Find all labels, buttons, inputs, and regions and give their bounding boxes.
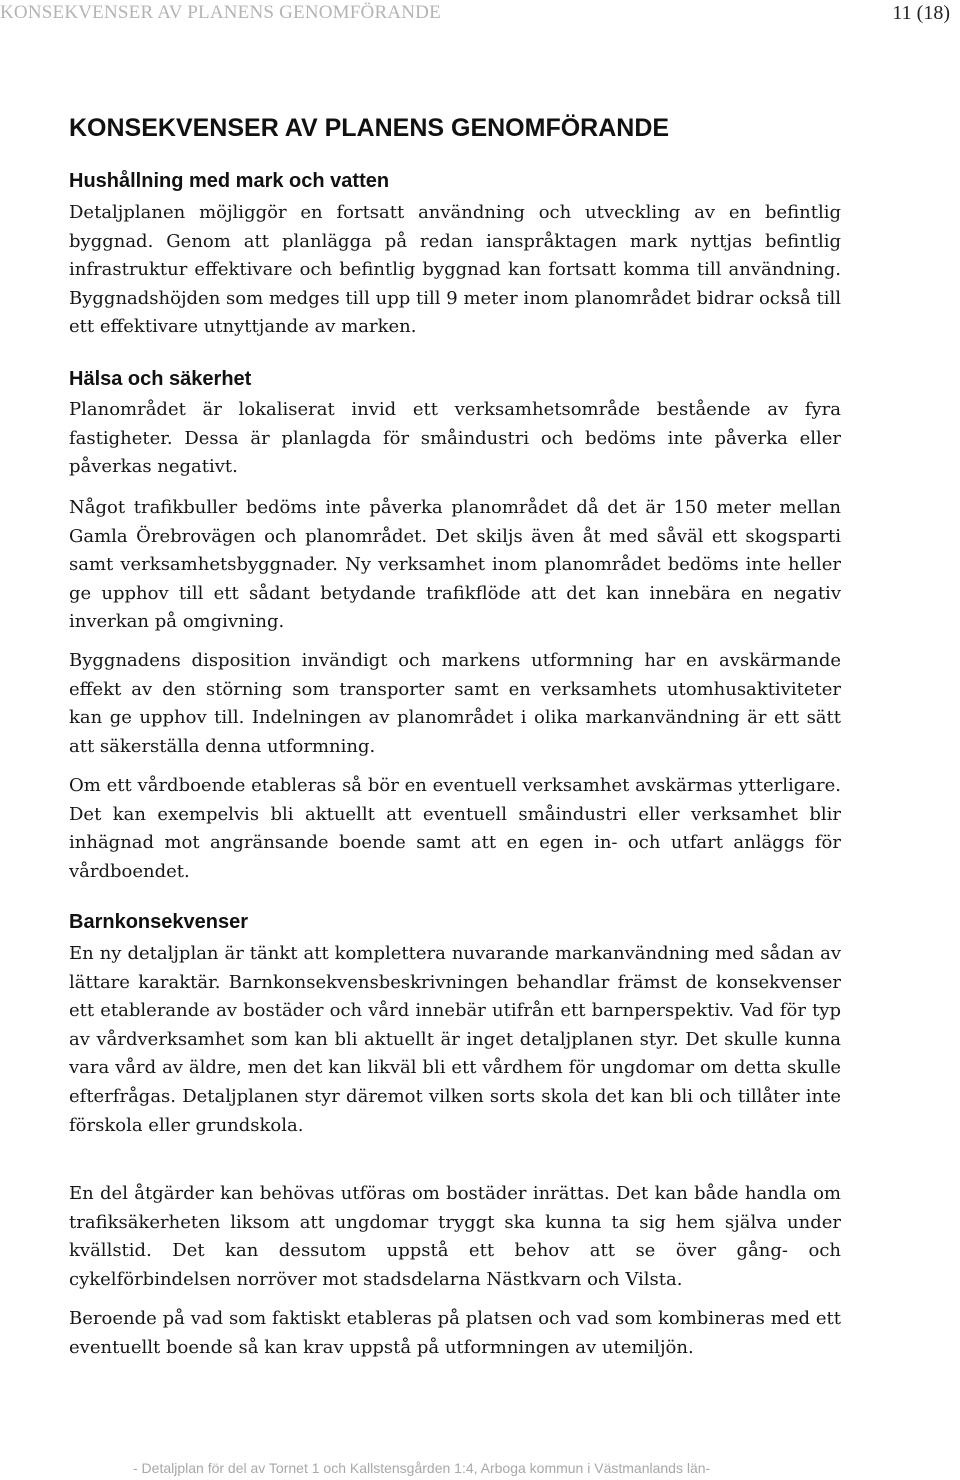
paragraph: Något trafikbuller bedöms inte påverka planområdet då det är 150 meter mellan Gamla Örebrovägen och planområdet. Det skiljs även åt med såväl ett skogsparti samt verksamhetsbyggnader. Ny verksamhet inom planområdet bedöms inte heller ge upphov till ett sådant betydande trafikflöde att det kan innebära en negativ inverkan på omgivning. — [69, 497, 841, 633]
paragraph: Beroende på vad som faktiskt etableras på platsen och vad som kombineras med ett eventuellt boende så kan krav uppstå på utformningen av utemiljön. — [69, 1308, 841, 1358]
paragraph: Detaljplanen möjliggör en fortsatt användning och utveckling av en befintlig byggnad. Genom att planlägga på redan ianspråktagen mark nyttjas befintlig infrastruktur effektivare och befintlig byggnad kan fortsatt komma till användning. Byggnadshöjden som medges till upp till 9 meter inom planområdet bidrar också till ett effektivare utnyttjande av marken. — [69, 202, 841, 338]
section-heading-hushallning: Hushållning med mark och vatten — [69, 170, 390, 192]
running-header: KONSEKVENSER AV PLANENS GENOMFÖRANDE — [0, 2, 441, 23]
section-heading-halsa: Hälsa och säkerhet — [69, 368, 252, 390]
paragraph: En del åtgärder kan behövas utföras om bostäder inrättas. Det kan både handla om trafiksäkerheten liksom att ungdomar tryggt ska kunna ta sig hem själva under kvällstid. Det kan dessutom uppstå ett behov att se över gång- och cykelförbindelsen norröver mot stadsdelarna Nästkvarn och Vilsta. — [69, 1183, 841, 1290]
paragraph: En ny detaljplan är tänkt att komplettera nuvarande markanvändning med sådan av lättare karaktär. Barnkonsekvensbeskrivningen behandlar främst de konsekvenser ett etablerande av bostäder och vård innebär utifrån ett barnperspektiv. Vad för typ av vårdverksamhet som kan bli aktuellt är inget detaljplanen styr. Det skulle kunna vara vård av äldre, men det kan likväl bli ett vårdhem för ungdomar om detta skulle efterfrågas. Detaljplanen styr däremot vilken sorts skola det kan bli och tillåter inte förskola eller grundskola. — [69, 943, 841, 1136]
page-footer: - Detaljplan för del av Tornet 1 och Kallstensgården 1:4, Arboga kommun i Västmanlands län- — [133, 1460, 711, 1476]
paragraph: Planområdet är lokaliserat invid ett verksamhetsområde bestående av fyra fastigheter. Dessa är planlagda för småindustri och bedöms inte påverka eller påverkas negativt. — [69, 399, 841, 478]
section-heading-barnkonsekvenser: Barnkonsekvenser — [69, 911, 248, 933]
paragraph: Om ett vårdboende etableras så bör en eventuell verksamhet avskärmas ytterligare. Det kan exempelvis bli aktuellt att eventuell småindustri eller verksamhet blir inhägnad mot angränsande boende samt att en egen in- och utfart anläggs för vårdboendet. — [69, 775, 841, 882]
page-title: KONSEKVENSER AV PLANENS GENOMFÖRANDE — [69, 114, 670, 142]
page-number: 11 (18) — [892, 2, 950, 24]
paragraph: Byggnadens disposition invändigt och markens utformning har en avskärmande effekt av den störning som transporter samt en verksamhets utomhusaktiviteter kan ge upphov till. Indelningen av planområdet i olika markanvändning är ett sätt att säkerställa denna utformning. — [69, 650, 841, 757]
